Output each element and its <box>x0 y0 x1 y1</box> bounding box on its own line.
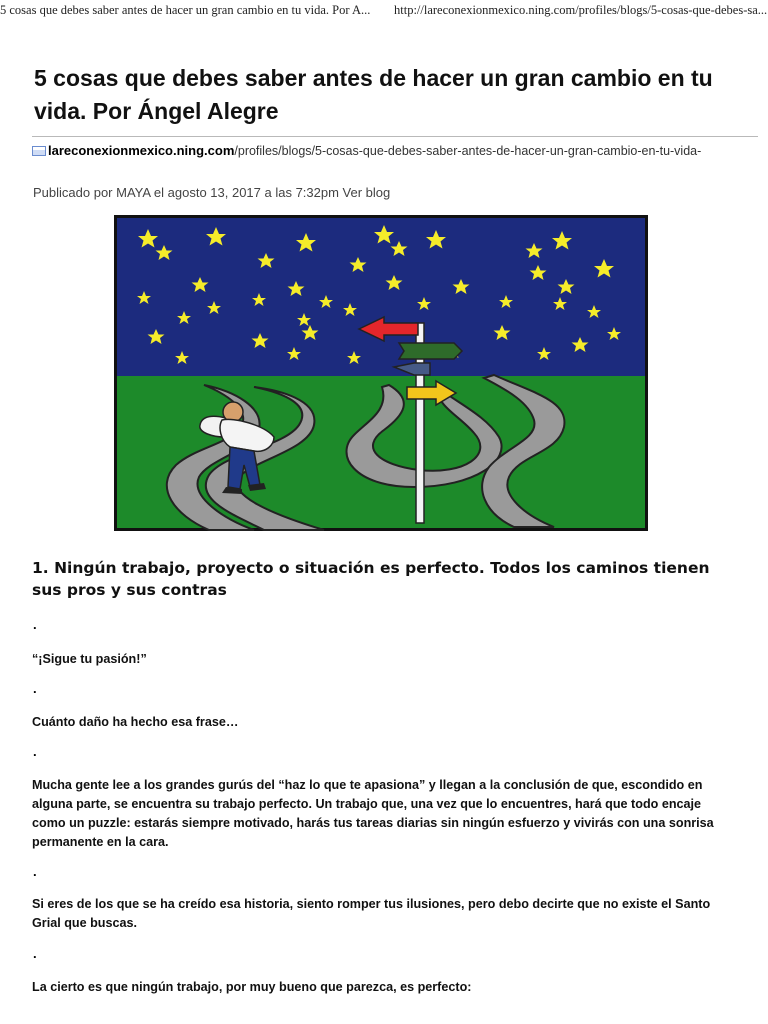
source-domain[interactable]: lareconexionmexico.ning.com <box>48 143 235 158</box>
crossroads-signpost-illustration-icon <box>114 215 648 531</box>
article-title: 5 cosas que debes saber antes de hacer un gran cambio en tu vida. Por Ángel Alegre <box>34 65 713 124</box>
paragraph: “¡Sigue tu pasión!” <box>32 652 147 666</box>
site-favicon-icon <box>32 146 46 156</box>
print-header <box>0 0 768 24</box>
source-path[interactable]: /profiles/blogs/5-cosas-que-debes-saber-antes-de-hacer-un-gran-cambio-en-tu-vida- <box>234 144 702 158</box>
separator-dot: . <box>33 946 37 961</box>
paragraph: Mucha gente lee a los grandes gurús del “haz lo que te apasiona” y llegan a la conclusión de que, escondido en alguna parte, se encuentra su trabajo perfecto. Un trabajo que, una vez que lo encuentres, hará que todo encaje como un puzzle: estarás siempre motivado, harás tus tareas diarias sin ningún esfuerzo y vivirás con una sonrisa permanente en la cara. <box>32 778 714 849</box>
paragraph: La cierto es que ningún trabajo, por muy bueno que parezca, es perfecto: <box>32 980 472 994</box>
separator-dot: . <box>33 864 37 879</box>
article-byline: Publicado por MAYA el agosto 13, 2017 a las 7:32pm Ver blog <box>33 185 391 200</box>
separator-dot: . <box>33 617 37 632</box>
separator-dot: . <box>33 744 37 759</box>
paragraph: Si eres de los que se ha creído esa historia, siento romper tus ilusiones, pero debo decirte que no existe el Santo Grial que buscas. <box>32 897 711 930</box>
print-header-page-title: 5 cosas que debes saber antes de hacer un gran cambio en tu vida. Por A... <box>0 3 371 17</box>
print-header-url: http://lareconexionmexico.ning.com/profiles/blogs/5-cosas-que-debes-sa... <box>394 3 768 17</box>
separator-dot: . <box>33 681 37 696</box>
article-image <box>114 215 648 531</box>
paragraph: Cuánto daño ha hecho esa frase… <box>32 715 239 729</box>
section-heading: 1. Ningún trabajo, proyecto o situación es perfecto. Todos los caminos tienen sus pros y sus contras <box>32 559 710 599</box>
source-link[interactable] <box>32 143 732 159</box>
title-divider <box>32 136 758 137</box>
